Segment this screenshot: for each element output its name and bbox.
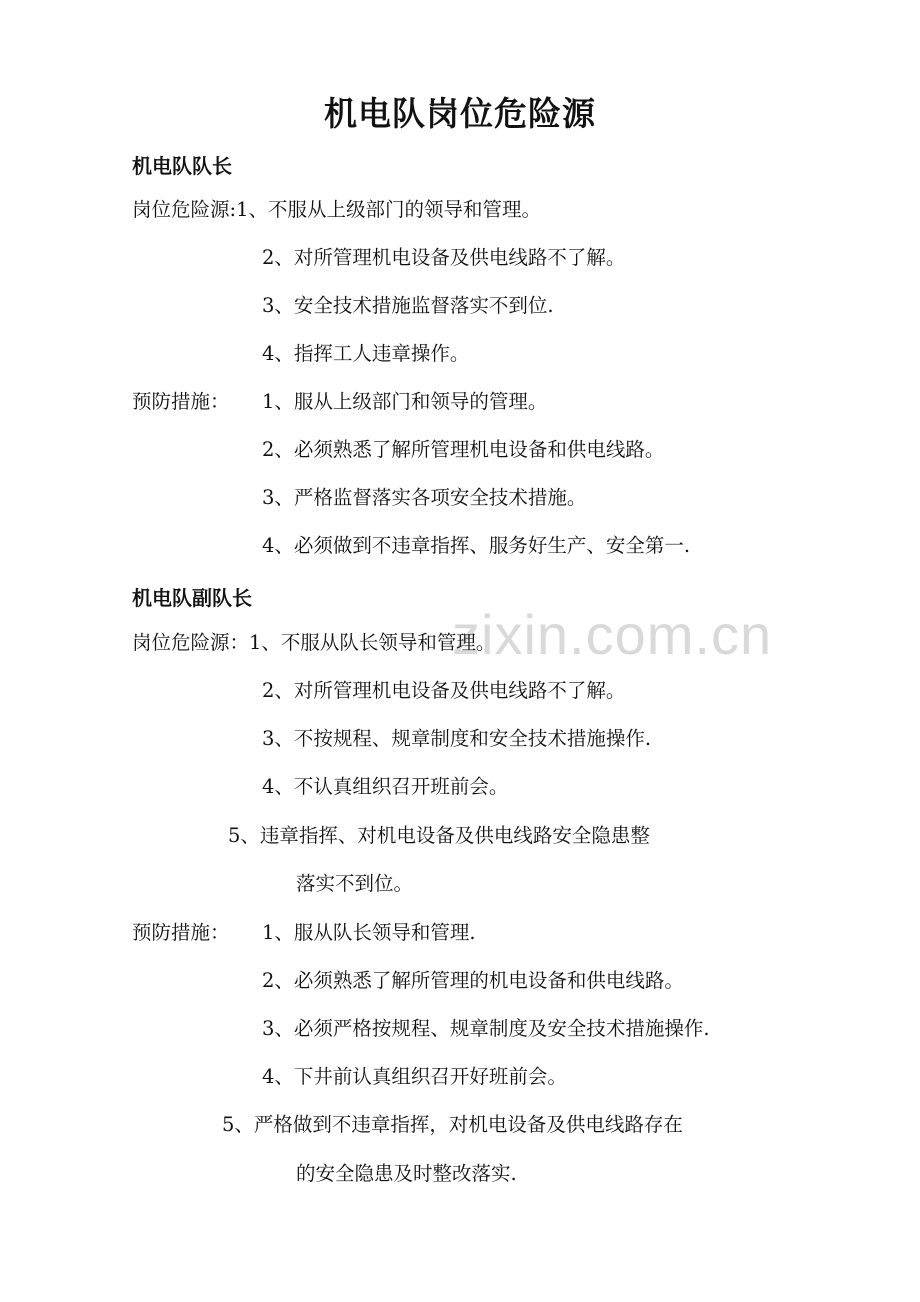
hazard-item: 3、不按规程、规章制度和安全技术措施操作. — [262, 727, 652, 750]
measure-item: 5、严格做到不违章指挥，对机电设备及供电线路存在 — [222, 1113, 683, 1136]
hazard-label-line: 岗位危险源：1、不服从队长领导和管理。 — [132, 631, 496, 654]
measure-item: 3、必须严格按规程、规章制度及安全技术措施操作. — [262, 1017, 710, 1040]
page-title: 机电队岗位危险源 — [324, 94, 596, 133]
measure-item: 2、必须熟悉了解所管理机电设备和供电线路。 — [262, 438, 665, 461]
measure-item: 1、服从上级部门和领导的管理。 — [262, 390, 548, 413]
hazard-item-continuation: 落实不到位。 — [296, 872, 414, 895]
measure-item: 3、严格监督落实各项安全技术措施。 — [262, 486, 587, 509]
hazard-item: 3、安全技术措施监督落实不到位. — [262, 294, 554, 317]
hazard-item: 2、对所管理机电设备及供电线路不了解。 — [262, 679, 626, 702]
measures-label: 预防措施： — [132, 390, 230, 413]
measure-item: 1、服从队长领导和管理. — [262, 921, 476, 944]
measures-label: 预防措施： — [132, 921, 230, 944]
measure-item-continuation: 的安全隐患及时整改落实. — [296, 1162, 517, 1185]
measure-item: 4、下井前认真组织召开好班前会。 — [262, 1065, 567, 1088]
measure-item: 2、必须熟悉了解所管理的机电设备和供电线路。 — [262, 969, 684, 992]
section-heading-captain: 机电队队长 — [132, 154, 232, 178]
hazard-label-line: 岗位危险源:1、不服从上级部门的领导和管理。 — [132, 198, 541, 221]
hazard-item: 5、违章指挥、对机电设备及供电线路安全隐患整 — [228, 824, 650, 847]
measure-item: 4、必须做到不违章指挥、服务好生产、安全第一. — [262, 534, 691, 557]
hazard-item: 4、指挥工人违章操作。 — [262, 342, 470, 365]
watermark: zixin.com.cn — [452, 603, 773, 666]
hazard-item: 2、对所管理机电设备及供电线路不了解。 — [262, 246, 626, 269]
section-heading-deputy: 机电队副队长 — [132, 586, 252, 610]
hazard-item: 4、不认真组织召开班前会。 — [262, 775, 509, 798]
